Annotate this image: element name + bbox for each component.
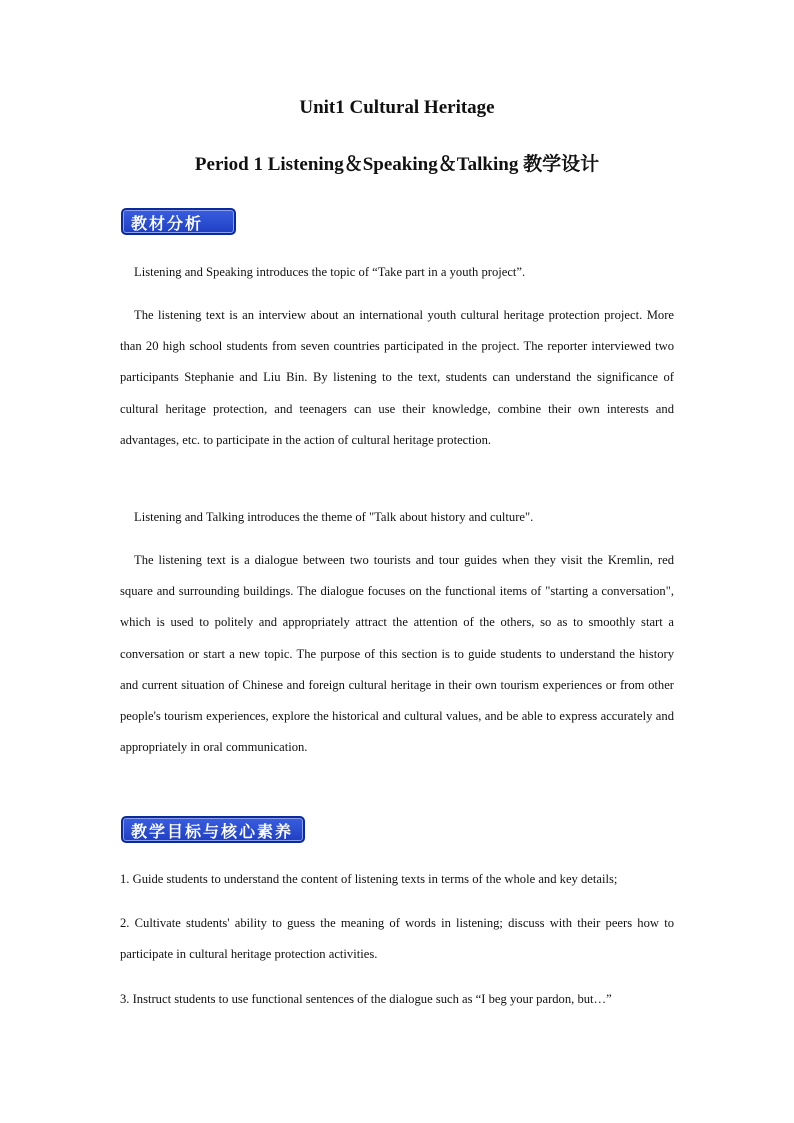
document-subtitle: Period 1 Listening＆Speaking＆Talking 教学设计 bbox=[194, 154, 600, 175]
analysis-paragraph: The listening text is a dialogue between two tourists and tour guides when they visit the Kremlin, red square and surrounding buildings. The dialogue focuses on the functional items of "starting a conversation", which is used to politely and appropriately attract the attention of the others, so as to smoothly start a conversation or start a new topic. The purpose of this section is to guide students to understand the history and current situation of Chinese and foreign cultural heritage in their own tourism experiences or from other people's tourism experiences, explore the historical and cultural values, and be able to express accurately and appropriately in oral communication. bbox=[120, 553, 674, 755]
analysis-paragraph: Listening and Speaking introduces the topic of “Take part in a youth project”. bbox=[134, 265, 526, 279]
analysis-paragraph: The listening text is an interview about an international youth cultural heritage protection project. More than 20 high school students from seven countries participated in the project. The reporter interviewed two participants Stephanie and Liu Bin. By listening to the text, students can understand the significance of cultural heritage protection, and teenagers can use their knowledge, combine their own interests and advantages, etc. to participate in the action of cultural heritage protection. bbox=[120, 308, 674, 447]
objective-item: 1. Guide students to understand the content of listening texts in terms of the whole and key details; bbox=[120, 872, 618, 886]
analysis-paragraph: Listening and Talking introduces the theme of "Talk about history and culture". bbox=[134, 510, 534, 524]
section-heading-analysis: 教材分析 bbox=[121, 208, 236, 235]
objective-item: 2. Cultivate students' ability to guess the meaning of words in listening; discuss with their peers how to participate in cultural heritage protection activities. bbox=[120, 916, 674, 962]
document-title: Unit1 Cultural Heritage bbox=[299, 97, 495, 118]
section-heading-objectives: 教学目标与核心素养 bbox=[121, 816, 305, 843]
objective-item: 3. Instruct students to use functional sentences of the dialogue such as “I beg your pardon, but…” bbox=[120, 992, 612, 1006]
